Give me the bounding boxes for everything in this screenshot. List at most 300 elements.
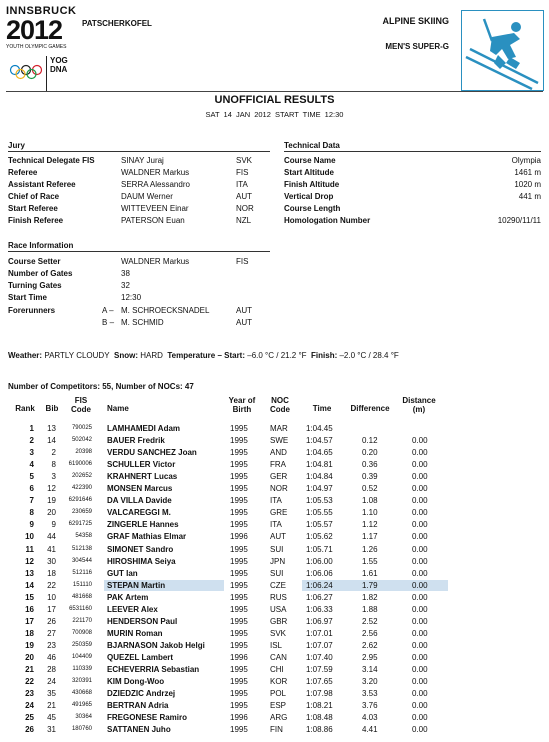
cell-fis-code: 20398 [75, 449, 92, 456]
cell-bib: 10 [47, 592, 56, 602]
cell-birth-year: 1995 [230, 436, 248, 446]
jury-row [8, 167, 270, 179]
technical-heading: Technical Data [284, 141, 541, 152]
cell-time-difference: 1.12 [362, 520, 378, 530]
cell-rank: 26 [25, 725, 34, 735]
cell-rank: 8 [29, 508, 34, 518]
technical-label: Homologation Number [284, 216, 371, 225]
cell-distance: 0.00 [412, 616, 428, 626]
cell-fis-code: 250359 [71, 641, 92, 648]
cell-race-time: 1:07.59 [306, 665, 333, 674]
cell-distance: 0.00 [412, 544, 428, 554]
cell-birth-year: 1995 [230, 689, 248, 699]
logo-subtitle: YOUTH OLYMPIC GAMES [6, 44, 67, 50]
cell-time-difference: 1.17 [362, 532, 378, 542]
cell-time-difference: 3.20 [362, 677, 378, 687]
cell-time-difference: 2.52 [362, 616, 378, 626]
jury-member-name: SERRA Alessandro [121, 180, 190, 189]
cell-athlete-name: STEPAN Martin [107, 580, 166, 590]
col-distance: Distance (m) [402, 396, 436, 414]
cell-distance: 0.00 [412, 436, 428, 446]
table-row [0, 724, 549, 735]
jury-row [8, 203, 270, 215]
cell-birth-year: 1995 [230, 640, 248, 650]
cell-bib: 44 [47, 532, 56, 542]
cell-athlete-name: PAK Artem [107, 592, 149, 602]
cell-noc-code: KOR [270, 677, 288, 687]
forerunner-b-letter: B – [102, 318, 115, 327]
cell-time-difference: 1.26 [362, 544, 378, 554]
cell-distance: 0.00 [412, 556, 428, 566]
cell-fis-code: 6190006 [68, 461, 92, 468]
cell-athlete-name: LEEVER Alex [107, 604, 158, 614]
cell-fis-code: 6531160 [69, 605, 92, 612]
cell-fis-code: 6291646 [68, 497, 92, 504]
jury-heading: Jury [8, 141, 270, 152]
cell-rank: 17 [25, 616, 34, 626]
cell-birth-year: 1996 [230, 532, 248, 542]
turning-gates-value: 32 [121, 281, 130, 290]
temp-finish-value: –2.0 °C / 28.4 °F [339, 351, 399, 360]
cell-noc-code: NOR [270, 484, 288, 494]
cell-athlete-name: DZIEDZIC Andrzej [107, 689, 176, 699]
cell-race-time: 1:08.86 [306, 725, 333, 735]
cell-noc-code: SVK [270, 628, 287, 638]
technical-row [284, 155, 541, 167]
cell-birth-year: 1995 [230, 701, 248, 711]
cell-fis-code: 320391 [71, 678, 92, 685]
jury-role: Finish Referee [8, 216, 64, 225]
jury-row [8, 215, 270, 227]
table-row [0, 640, 549, 651]
cell-race-time: 1:08.21 [306, 701, 333, 711]
cell-fis-code: 481668 [71, 593, 92, 600]
weather-value: PARTLY CLOUDY [44, 351, 110, 360]
table-row [0, 676, 549, 687]
cell-noc-code: FIN [270, 725, 283, 735]
cell-race-time: 1:04.45 [306, 424, 333, 433]
cell-birth-year: 1995 [230, 556, 248, 566]
cell-time-difference: 1.10 [362, 508, 378, 518]
table-row [0, 435, 549, 446]
technical-row [284, 167, 541, 179]
cell-bib: 12 [47, 484, 56, 494]
technical-label: Course Length [284, 204, 341, 213]
course-setter-row [8, 256, 270, 268]
cell-noc-code: GBR [270, 616, 288, 626]
cell-noc-code: CHI [270, 665, 284, 674]
cell-bib: 20 [47, 508, 56, 518]
cell-race-time: 1:04.97 [306, 484, 333, 494]
cell-race-time: 1:04.65 [306, 448, 333, 458]
cell-bib: 14 [47, 436, 56, 446]
cell-birth-year: 1995 [230, 568, 248, 578]
table-row [0, 483, 549, 494]
cell-fis-code: 512116 [72, 569, 92, 576]
cell-fis-code: 700908 [71, 629, 92, 636]
table-row [0, 519, 549, 530]
cell-noc-code: ISL [270, 640, 283, 650]
forerunner-a-letter: A – [102, 306, 114, 315]
cell-race-time: 1:04.81 [306, 460, 333, 470]
cell-time-difference: 1.88 [362, 604, 378, 614]
jury-member-noc: FIS [236, 168, 249, 177]
cell-time-difference: 4.41 [362, 725, 378, 735]
cell-time-difference: 4.03 [362, 713, 378, 723]
race-info-heading: Race Information [8, 241, 270, 252]
cell-bib: 35 [47, 689, 56, 699]
jury-member-name: DAUM Werner [121, 192, 173, 201]
cell-bib: 22 [47, 580, 56, 590]
cell-fis-code: 491965 [71, 702, 92, 709]
cell-bib: 21 [47, 701, 56, 711]
cell-time-difference: 1.82 [362, 592, 378, 602]
cell-rank: 12 [25, 556, 34, 566]
table-row [0, 580, 549, 591]
cell-rank: 1 [29, 424, 34, 433]
technical-label: Start Altitude [284, 168, 334, 177]
col-year: Year of Birth [228, 396, 256, 414]
cell-fis-code: 54358 [75, 533, 92, 540]
cell-athlete-name: FREGONESE Ramiro [107, 713, 188, 723]
technical-value: 10290/11/11 [497, 216, 541, 225]
cell-athlete-name: SCHULLER Victor [107, 460, 176, 470]
cell-birth-year: 1995 [230, 544, 248, 554]
yog-text: YOG [50, 56, 68, 65]
cell-time-difference: 1.55 [362, 556, 378, 566]
cell-birth-year: 1995 [230, 616, 248, 626]
col-name: Name [107, 404, 129, 413]
cell-fis-code: 512138 [71, 545, 92, 552]
pictogram-box [461, 10, 544, 91]
cell-noc-code: ARG [270, 713, 288, 723]
cell-noc-code: USA [270, 604, 287, 614]
cell-bib: 19 [47, 496, 56, 506]
cell-birth-year: 1995 [230, 508, 248, 518]
cell-bib: 3 [51, 472, 56, 482]
cell-rank: 23 [25, 689, 34, 699]
table-row [0, 712, 549, 723]
cell-distance: 0.00 [412, 652, 428, 662]
cell-birth-year: 1995 [230, 725, 248, 735]
technical-label: Vertical Drop [284, 192, 334, 201]
cell-bib: 2 [51, 448, 56, 458]
cell-birth-year: 1995 [230, 665, 248, 674]
cell-race-time: 1:05.57 [306, 520, 333, 530]
jury-row [8, 179, 270, 191]
technical-value: 441 m [518, 192, 541, 201]
sport-name: ALPINE SKIING [382, 16, 449, 26]
cell-noc-code: MAR [270, 424, 288, 433]
cell-noc-code: AUT [270, 532, 286, 542]
cell-distance: 0.00 [412, 689, 428, 699]
cell-athlete-name: MURIN Roman [107, 628, 163, 638]
cell-rank: 14 [25, 580, 34, 590]
cell-race-time: 1:07.01 [306, 628, 333, 638]
forerunners-label: Forerunners [8, 306, 56, 315]
cell-rank: 7 [29, 496, 34, 506]
cell-race-time: 1:06.24 [306, 580, 333, 590]
cell-distance: 0.00 [412, 508, 428, 518]
cell-time-difference: 3.53 [362, 689, 378, 699]
cell-bib: 28 [47, 665, 56, 674]
cell-distance: 0.00 [412, 640, 428, 650]
cell-rank: 25 [25, 713, 34, 723]
table-row [0, 700, 549, 711]
jury-member-name: WITTEVEEN Einar [121, 204, 189, 213]
cell-time-difference: 0.39 [362, 472, 378, 482]
cell-rank: 4 [29, 460, 34, 470]
cell-fis-code: 104409 [71, 653, 92, 660]
cell-noc-code: GRE [270, 508, 288, 518]
cell-athlete-name: BJARNASON Jakob Helgi [107, 640, 205, 650]
table-row [0, 531, 549, 542]
jury-member-noc: NZL [236, 216, 252, 225]
cell-race-time: 1:07.65 [306, 677, 333, 687]
innsbruck-2012-logo [6, 5, 77, 88]
cell-rank: 21 [25, 665, 34, 674]
table-row [0, 495, 549, 506]
cell-fis-code: 230659 [71, 509, 92, 516]
cell-athlete-name: HIROSHIMA Seiya [107, 556, 176, 566]
cell-race-time: 1:06.97 [306, 616, 333, 626]
cell-time-difference: 1.79 [362, 580, 378, 590]
cell-noc-code: JPN [270, 556, 286, 566]
cell-distance: 0.00 [412, 604, 428, 614]
cell-fis-code: 180760 [71, 726, 92, 733]
cell-bib: 17 [47, 604, 56, 614]
table-row [0, 423, 549, 434]
cell-race-time: 1:05.53 [306, 496, 333, 506]
technical-row [284, 203, 541, 215]
cell-noc-code: ITA [270, 496, 282, 506]
table-row [0, 544, 549, 555]
technical-value: Olympia [511, 156, 541, 165]
jury-role: Assistant Referee [8, 180, 76, 189]
table-row [0, 568, 549, 579]
cell-birth-year: 1995 [230, 460, 248, 470]
competitor-count: Number of Competitors: 55, Number of NOCs: 47 [8, 382, 194, 391]
table-row [0, 507, 549, 518]
cell-distance: 0.00 [412, 677, 428, 687]
jury-member-noc: SVK [236, 156, 253, 165]
cell-rank: 2 [29, 436, 34, 446]
cell-race-time: 1:07.98 [306, 689, 333, 699]
cell-noc-code: SWE [270, 436, 289, 446]
jury-role: Referee [8, 168, 38, 177]
forerunner-a-noc: AUT [236, 306, 252, 315]
skier-icon [462, 11, 543, 90]
jury-member-name: PATERSON Euan [121, 216, 185, 225]
cell-rank: 3 [29, 448, 34, 458]
weather-label: Weather: [8, 351, 43, 360]
cell-bib: 30 [47, 556, 56, 566]
cell-athlete-name: VERDU SANCHEZ Joan [107, 448, 197, 458]
cell-distance: 0.00 [412, 592, 428, 602]
cell-fis-code: 304544 [71, 557, 92, 564]
header-divider [6, 91, 543, 92]
cell-noc-code: CAN [270, 652, 287, 662]
cell-rank: 11 [25, 544, 34, 554]
forerunner-a-name: M. SCHROECKSNADEL [121, 306, 210, 315]
jury-role: Start Referee [8, 204, 58, 213]
technical-value: 1461 m [514, 168, 541, 177]
cell-distance: 0.00 [412, 472, 428, 482]
col-time: Time [312, 404, 332, 413]
gates-label: Number of Gates [8, 269, 73, 278]
cell-rank: 19 [25, 640, 34, 650]
course-setter-label: Course Setter [8, 257, 61, 266]
cell-time-difference: 2.95 [362, 652, 378, 662]
cell-bib: 23 [47, 640, 56, 650]
cell-race-time: 1:05.55 [306, 508, 333, 518]
venue-name: PATSCHERKOFEL [82, 19, 152, 28]
cell-race-time: 1:07.40 [306, 652, 333, 662]
technical-row [284, 215, 541, 227]
cell-bib: 31 [47, 725, 56, 735]
cell-noc-code: AND [270, 448, 287, 458]
table-row [0, 664, 549, 675]
cell-noc-code: ESP [270, 701, 287, 711]
cell-athlete-name: GRAF Mathias Elmar [107, 532, 187, 542]
cell-noc-code: POL [270, 689, 287, 699]
jury-member-noc: ITA [236, 180, 248, 189]
cell-time-difference: 1.08 [362, 496, 378, 506]
start-time-row [8, 292, 270, 304]
cell-athlete-name: DA VILLA Davide [107, 496, 172, 506]
forerunner-a-row [8, 305, 270, 317]
cell-distance: 0.00 [412, 496, 428, 506]
cell-distance: 0.00 [412, 448, 428, 458]
turning-gates-label: Turning Gates [8, 281, 62, 290]
cell-time-difference: 2.56 [362, 628, 378, 638]
cell-athlete-name: QUEZEL Lambert [107, 652, 174, 662]
cell-athlete-name: BAUER Fredrik [107, 436, 165, 446]
cell-fis-code: 422390 [71, 485, 92, 492]
cell-bib: 9 [51, 520, 56, 530]
jury-member-name: SINAY Juraj [121, 156, 164, 165]
cell-time-difference: 1.61 [362, 568, 378, 578]
technical-label: Course Name [284, 156, 336, 165]
cell-athlete-name: ECHEVERRIA Sebastian [107, 665, 200, 674]
col-fis-code: FIS Code [71, 396, 91, 414]
table-row [0, 604, 549, 615]
cell-rank: 20 [25, 652, 34, 662]
cell-bib: 46 [47, 652, 56, 662]
dna-text: DNA [50, 65, 68, 74]
course-setter-value: WALDNER Markus [121, 257, 190, 266]
cell-time-difference: 2.62 [362, 640, 378, 650]
cell-bib: 13 [47, 424, 56, 433]
cell-athlete-name: KIM Dong-Woo [107, 677, 165, 687]
table-row [0, 471, 549, 482]
snow-label: Snow: [114, 351, 138, 360]
col-bib: Bib [45, 404, 59, 413]
cell-time-difference: 3.14 [362, 665, 378, 674]
cell-fis-code: 221170 [72, 617, 92, 624]
jury-row [8, 191, 270, 203]
table-row [0, 652, 549, 663]
cell-distance: 0.00 [412, 568, 428, 578]
cell-noc-code: GER [270, 472, 288, 482]
forerunner-b-noc: AUT [236, 318, 252, 327]
table-row [0, 688, 549, 699]
cell-bib: 24 [47, 677, 56, 687]
cell-time-difference: 0.52 [362, 484, 378, 494]
cell-distance: 0.00 [412, 665, 428, 674]
cell-fis-code: 202652 [71, 473, 92, 480]
cell-race-time: 1:05.71 [306, 544, 333, 554]
cell-fis-code: 790025 [71, 425, 92, 431]
cell-noc-code: SUI [270, 568, 284, 578]
technical-row [284, 179, 541, 191]
technical-value: 1020 m [514, 180, 541, 189]
cell-bib: 41 [47, 544, 56, 554]
cell-birth-year: 1996 [230, 713, 248, 723]
cell-rank: 6 [29, 484, 34, 494]
cell-rank: 5 [29, 472, 34, 482]
cell-race-time: 1:07.07 [306, 640, 333, 650]
cell-time-difference: 0.20 [362, 448, 378, 458]
col-rank: Rank [15, 404, 35, 413]
table-row [0, 628, 549, 639]
cell-birth-year: 1995 [230, 448, 248, 458]
cell-noc-code: ITA [270, 520, 282, 530]
cell-birth-year: 1995 [230, 604, 248, 614]
cell-rank: 13 [25, 568, 34, 578]
cell-bib: 26 [47, 616, 56, 626]
cell-athlete-name: MONSEN Marcus [107, 484, 173, 494]
cell-race-time: 1:06.06 [306, 568, 333, 578]
cell-birth-year: 1995 [230, 472, 248, 482]
cell-birth-year: 1995 [230, 580, 248, 590]
cell-birth-year: 1995 [230, 628, 248, 638]
cell-birth-year: 1995 [230, 484, 248, 494]
table-row [0, 556, 549, 567]
cell-rank: 9 [29, 520, 34, 530]
cell-rank: 24 [25, 701, 34, 711]
cell-fis-code: 502042 [71, 437, 92, 444]
cell-distance: 0.00 [412, 725, 428, 735]
cell-race-time: 1:08.48 [306, 713, 333, 723]
jury-member-noc: NOR [236, 204, 254, 213]
cell-fis-code: 151110 [72, 581, 92, 588]
cell-race-time: 1:06.33 [306, 604, 333, 614]
cell-noc-code: FRA [270, 460, 286, 470]
cell-noc-code: SUI [270, 544, 284, 554]
cell-athlete-name: HENDERSON Paul [107, 616, 178, 626]
cell-athlete-name: LAMHAMEDI Adam [107, 424, 181, 433]
cell-distance: 0.00 [412, 460, 428, 470]
cell-birth-year: 1995 [230, 520, 248, 530]
cell-birth-year: 1995 [230, 592, 248, 602]
cell-athlete-name: VALCAREGGI M. [107, 508, 171, 518]
event-name: MEN'S SUPER-G [385, 42, 449, 51]
technical-label: Finish Altitude [284, 180, 340, 189]
olympic-rings-icon [9, 64, 43, 80]
gates-value: 38 [121, 269, 130, 278]
cell-race-time: 1:05.62 [306, 532, 333, 542]
cell-athlete-name: ZINGERLE Hannes [107, 520, 179, 530]
cell-distance: 0.00 [412, 713, 428, 723]
jury-role: Chief of Race [8, 192, 60, 201]
start-time-value: 12:30 [121, 293, 142, 302]
jury-member-name: WALDNER Markus [121, 168, 190, 177]
cell-fis-code: 110339 [72, 666, 92, 672]
snow-value: HARD [140, 351, 163, 360]
cell-athlete-name: GUT Ian [107, 568, 138, 578]
jury-role: Technical Delegate FIS [8, 156, 95, 165]
